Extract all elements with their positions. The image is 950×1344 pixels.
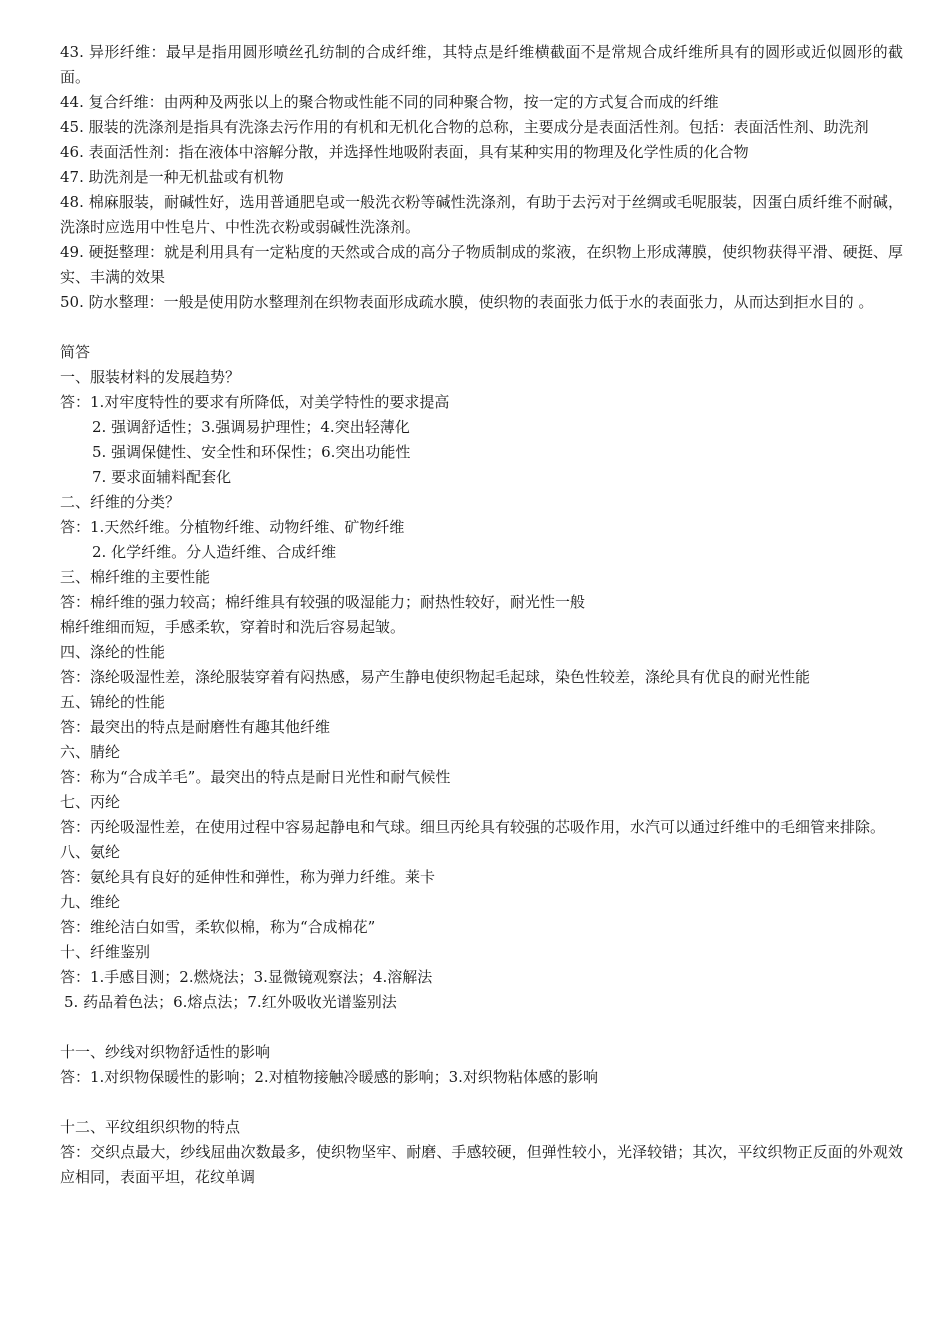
answer-8: 答：氨纶具有良好的延伸性和弹性，称为弹力纤维。莱卡 (60, 868, 436, 886)
question-8: 八、氨纶 (60, 843, 121, 861)
answer-9: 答：维纶洁白如雪，柔软似棉，称为“合成棉花” (60, 918, 376, 936)
answer-3-line-1: 答：棉纤维的强力较高；棉纤维具有较强的吸湿能力；耐热性较好，耐光性一般 (60, 593, 586, 611)
answer-3-line-2: 棉纤维细而短，手感柔软，穿着时和洗后容易起皱。 (60, 618, 406, 636)
question-5: 五、锦纶的性能 (60, 693, 166, 711)
definition-43: 43. 异形纤维：最早是指用圆形喷丝孔纺制的合成纤维，其特点是纤维横截面不是常规合成纤维所具有的圆形或近似圆形的截面。 (60, 43, 903, 86)
definition-50: 50. 防水整理：一般是使用防水整理剂在织物表面形成疏水膜，使织物的表面张力低于水的表面张力，从而达到拒水目的 。 (60, 293, 874, 311)
answer-2-line-2: 2. 化学纤维。分人造纤维、合成纤维 (92, 543, 337, 561)
answer-5: 答：最突出的特点是耐磨性有趣其他纤维 (60, 718, 331, 736)
answer-6: 答：称为“合成羊毛”。最突出的特点是耐日光性和耐气候性 (60, 768, 451, 786)
definition-48: 48. 棉麻服装，耐碱性好，选用普通肥皂或一般洗衣粉等碱性洗涤剂，有助于去污对于丝绸或毛呢服装，因蛋白质纤维不耐碱，洗涤时应选用中性皂片、中性洗衣粉或弱碱性洗涤剂。 (60, 193, 903, 236)
question-6: 六、腈纶 (60, 743, 121, 761)
question-2: 二、纤维的分类？ (60, 493, 181, 511)
question-10: 十、纤维鉴别 (60, 943, 151, 961)
spacer (60, 1015, 903, 1040)
definition-45: 45. 服装的洗涤剂是指具有洗涤去污作用的有机和无机化合物的总称，主要成分是表面活性剂。包括：表面活性剂、助洗剂 (60, 118, 869, 136)
spacer (60, 1090, 903, 1115)
definition-49: 49. 硬挺整理：就是利用具有一定粘度的天然或合成的高分子物质制成的浆液，在织物上形成薄膜，使织物获得平滑、硬挺、厚实、丰满的效果 (60, 243, 903, 286)
definition-47: 47. 助洗剂是一种无机盐或有机物 (60, 168, 284, 186)
section-title: 简答 (60, 343, 91, 361)
question-9: 九、维纶 (60, 893, 121, 911)
question-12: 十二、平纹组织织物的特点 (60, 1118, 241, 1136)
answer-10-line-2: 5. 药品着色法；6.熔点法；7.红外吸收光谱鉴别法 (64, 993, 397, 1011)
answer-10-line-1: 答：1.手感目测；2.燃烧法；3.显微镜观察法；4.溶解法 (60, 968, 433, 986)
answer-1-line-1: 答：1.对牢度特性的要求有所降低，对美学特性的要求提高 (60, 393, 450, 411)
question-4: 四、涤纶的性能 (60, 643, 166, 661)
answer-11: 答：1.对织物保暖性的影响；2.对植物接触冷暖感的影响；3.对织物粘体感的影响 (60, 1068, 598, 1086)
spacer (60, 315, 903, 340)
answer-1-line-2: 2. 强调舒适性；3.强调易护理性；4.突出轻薄化 (92, 418, 410, 436)
question-3: 三、棉纤维的主要性能 (60, 568, 211, 586)
document-page (60, 40, 903, 1190)
question-1: 一、服装材料的发展趋势？ (60, 368, 241, 386)
question-7: 七、丙纶 (60, 793, 121, 811)
answer-1-line-3: 5. 强调保健性、安全性和环保性；6.突出功能性 (92, 443, 411, 461)
answer-2-line-1: 答：1.天然纤维。分植物纤维、动物纤维、矿物纤维 (60, 518, 405, 536)
answer-1-line-4: 7. 要求面辅料配套化 (92, 468, 232, 486)
answer-7: 答：丙纶吸湿性差，在使用过程中容易起静电和气球。细旦丙纶具有较强的芯吸作用，水汽可以通过纤维中的毛细管来排除。 (60, 818, 886, 836)
definition-46: 46. 表面活性剂：指在液体中溶解分散，并选择性地吸附表面，具有某种实用的物理及化学性质的化合物 (60, 143, 749, 161)
answer-12: 答：交织点最大，纱线屈曲次数最多，使织物坚牢、耐磨、手感较硬，但弹性较小，光泽较错；其次，平纹织物正反面的外观效应相同，表面平坦，花纹单调 (60, 1143, 903, 1186)
answer-4: 答：涤纶吸湿性差，涤纶服装穿着有闷热感，易产生静电使织物起毛起球，染色性较差，涤纶具有优良的耐光性能 (60, 668, 811, 686)
question-11: 十一、纱线对织物舒适性的影响 (60, 1043, 271, 1061)
definition-44: 44. 复合纤维：由两种及两张以上的聚合物或性能不同的同种聚合物，按一定的方式复合而成的纤维 (60, 93, 719, 111)
